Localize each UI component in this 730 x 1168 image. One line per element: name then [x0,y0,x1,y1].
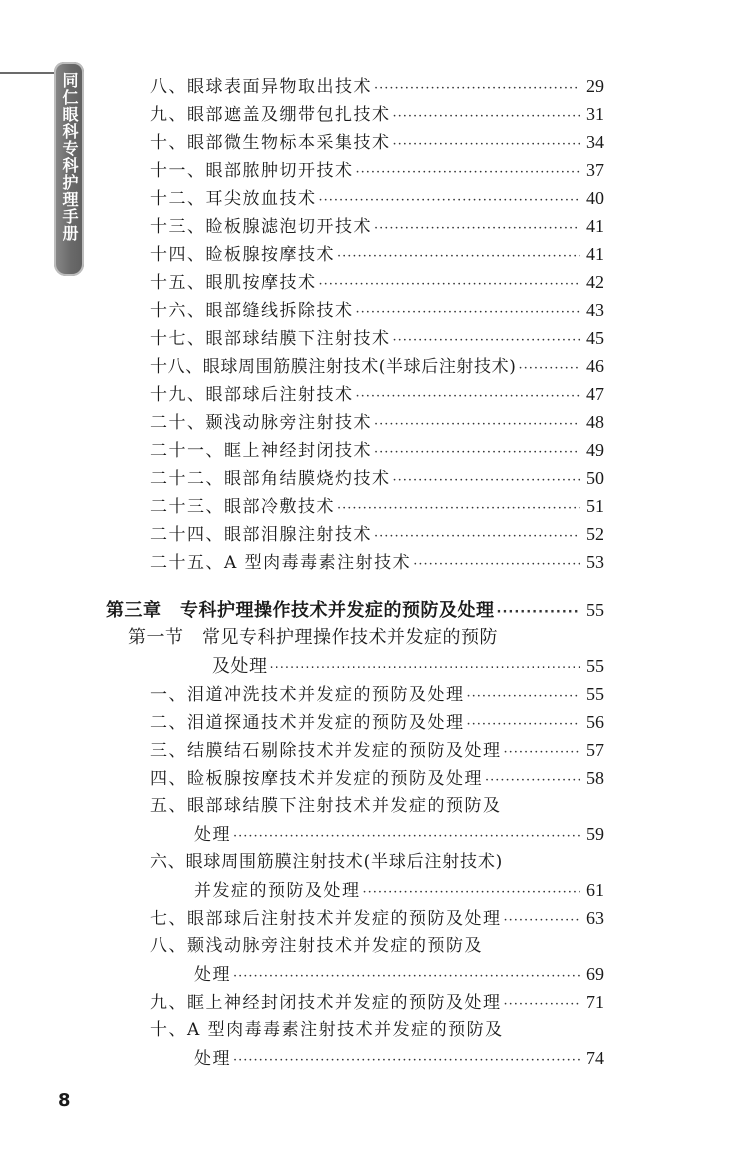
toc-entry-page: 46 [586,356,604,376]
chapter-title: 第三章 专科护理操作技术并发症的预防及处理 [106,600,495,621]
toc-section-heading[interactable] [128,624,604,652]
toc-entry-page: 31 [586,104,604,124]
toc-entry-title: 十九、眼部球后注射技术 [150,385,354,405]
dot-leader [485,767,580,795]
toc-entry[interactable] [150,932,604,960]
toc-entry[interactable] [150,408,604,436]
toc-entry-page: 59 [586,824,604,844]
toc-entry-page: 34 [586,132,604,152]
toc-entry-page: 47 [586,384,604,404]
toc-entry[interactable] [150,1016,604,1044]
toc-entry-page: 37 [586,160,604,180]
toc-entry-page: 41 [586,244,604,264]
toc-entry-page: 55 [586,684,604,704]
dot-leader [233,963,580,991]
toc-entry-title: 六、眼球周围筋膜注射技术(半球后注射技术) [150,852,504,872]
toc-entry[interactable] [150,296,604,324]
toc-entry[interactable] [150,492,604,520]
toc-entry-title-cont: 处理 [194,1049,231,1069]
toc-entry-title-cont: 并发症的预防及处理 [194,881,361,901]
dot-leader [233,1047,580,1075]
toc-entry[interactable] [150,548,604,576]
toc-entry-page: 58 [586,768,604,788]
toc-entry-page: 53 [586,552,604,572]
toc-entry[interactable] [150,100,604,128]
dot-leader [393,327,581,355]
toc-entry[interactable] [150,764,604,792]
toc-entry-title-cont: 处理 [194,965,231,985]
toc-entry-title: 二十、颞浅动脉旁注射技术 [150,413,372,433]
dot-leader [504,991,581,1019]
toc-entry[interactable] [150,156,604,184]
dot-leader [356,299,581,327]
dot-leader [467,683,581,711]
toc-entry-title: 十七、眼部球结膜下注射技术 [150,329,391,349]
dot-leader [356,159,581,187]
toc-entry-title: 二、泪道探通技术并发症的预防及处理 [150,713,465,733]
section-title-line2: 及处理 [212,656,268,677]
toc-entry-title: 五、眼部球结膜下注射技术并发症的预防及 [150,796,502,816]
toc-entry[interactable] [150,212,604,240]
section-title-line1: 第一节 常见专科护理操作技术并发症的预防 [128,627,498,648]
toc-entry-page: 57 [586,740,604,760]
dot-leader [363,879,581,907]
toc-entry-title: 七、眼部球后注射技术并发症的预防及处理 [150,909,502,929]
toc-entry-title: 十五、眼肌按摩技术 [150,273,317,293]
toc-entry-page: 45 [586,328,604,348]
toc-entry[interactable] [150,324,604,352]
toc-entry-page: 74 [586,1048,604,1068]
dot-leader [270,655,581,683]
toc-entry-title-cont: 处理 [194,825,231,845]
dot-leader [413,551,580,579]
toc-entry-page: 61 [586,880,604,900]
toc-entry-page: 40 [586,188,604,208]
toc-entry-page: 41 [586,216,604,236]
dot-leader [393,131,581,159]
toc-entry[interactable] [150,792,604,820]
toc-entry-page: 49 [586,440,604,460]
toc-entry[interactable] [150,268,604,296]
toc-entry[interactable] [150,848,604,876]
toc-entry[interactable] [150,128,604,156]
dot-leader [233,823,580,851]
dot-leader [504,907,581,935]
toc-entry-title: 二十一、眶上神经封闭技术 [150,441,372,461]
dot-leader [393,467,581,495]
dot-leader [393,103,581,131]
toc-entry[interactable] [150,520,604,548]
page-number: 8 [58,1090,71,1111]
toc-entry-page: 29 [586,76,604,96]
dot-leader [374,411,580,439]
book-title: 同仁眼科专科护理手册 [60,72,79,242]
toc-entry-title: 二十三、眼部冷敷技术 [150,497,335,517]
toc-entry[interactable] [150,184,604,212]
toc-entry-page: 43 [586,300,604,320]
toc-entry-page: 69 [586,964,604,984]
dot-leader [319,271,581,299]
toc-entry-title: 三、结膜结石剔除技术并发症的预防及处理 [150,741,502,761]
toc-entry-cont[interactable] [194,1044,604,1072]
toc-entry[interactable] [150,708,604,736]
toc-entry-page: 48 [586,412,604,432]
toc-entry-title: 十二、耳尖放血技术 [150,189,317,209]
toc-entry-title: 十八、眼球周围筋膜注射技术(半球后注射技术) [150,357,517,377]
toc-entry[interactable] [150,380,604,408]
toc-entry-page: 50 [586,468,604,488]
toc-entry-title: 二十四、眼部泪腺注射技术 [150,525,372,545]
toc-entry[interactable] [150,464,604,492]
toc-chapter-heading[interactable] [106,596,604,624]
dot-leader [337,243,580,271]
toc-entry-page: 51 [586,496,604,516]
chapter-page: 55 [586,600,604,620]
toc-entry[interactable] [150,680,604,708]
toc-entry-title: 十一、眼部脓肿切开技术 [150,161,354,181]
dot-leader [374,523,580,551]
toc-entry[interactable] [150,240,604,268]
dot-leader [374,439,580,467]
toc-entry[interactable] [150,72,604,100]
toc-entry-title: 十六、眼部缝线拆除技术 [150,301,354,321]
toc-entry-title: 八、颞浅动脉旁注射技术并发症的预防及 [150,936,483,956]
toc-entry-title: 四、睑板腺按摩技术并发症的预防及处理 [150,769,483,789]
dot-leader [504,739,581,767]
toc-entry[interactable] [150,904,604,932]
toc-entry-page: 52 [586,524,604,544]
toc-entry-cont[interactable] [194,876,604,904]
toc-entry[interactable] [150,436,604,464]
toc-entry-page: 42 [586,272,604,292]
toc-entry-page: 56 [586,712,604,732]
dot-leader [374,215,580,243]
toc-entry-title: 十三、睑板腺滤泡切开技术 [150,217,372,237]
toc-entry-page: 63 [586,908,604,928]
toc-entry-title: 十、A 型肉毒毒素注射技术并发症的预防及 [150,1020,504,1040]
toc-section-heading-cont[interactable] [212,652,604,680]
toc-entry-title: 十四、睑板腺按摩技术 [150,245,335,265]
dot-leader [497,599,581,627]
toc-entry-title: 九、眶上神经封闭技术并发症的预防及处理 [150,993,502,1013]
toc-entry-title: 九、眼部遮盖及绷带包扎技术 [150,105,391,125]
dot-leader [356,383,581,411]
toc-entry-cont[interactable] [194,960,604,988]
toc-entry[interactable] [150,988,604,1016]
dot-leader [518,355,580,383]
toc-entry[interactable] [150,736,604,764]
toc-entry-title: 一、泪道冲洗技术并发症的预防及处理 [150,685,465,705]
toc-entry-title: 十、眼部微生物标本采集技术 [150,133,391,153]
toc-entry-cont[interactable] [194,820,604,848]
toc-entry[interactable] [150,352,604,380]
toc-entry-title: 二十五、A 型肉毒毒素注射技术 [150,553,412,573]
dot-leader [337,495,580,523]
toc-entry-title: 八、眼球表面异物取出技术 [150,77,372,97]
section-page: 55 [586,656,604,676]
toc-entry-title: 二十二、眼部角结膜烧灼技术 [150,469,391,489]
toc-entry-page: 71 [586,992,604,1012]
dot-leader [319,187,581,215]
dot-leader [374,75,580,103]
dot-leader [467,711,581,739]
